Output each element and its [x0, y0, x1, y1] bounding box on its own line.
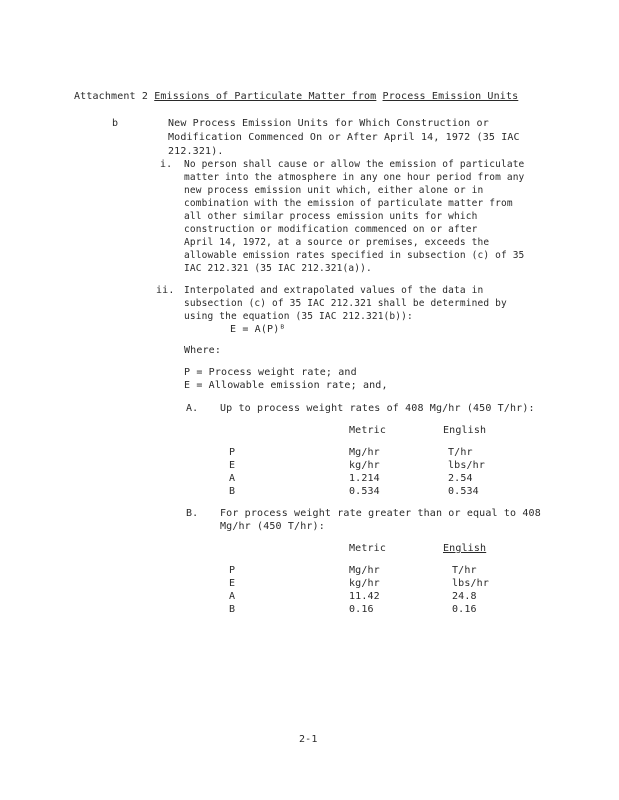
sub-b-row-metric: 0.16: [349, 604, 374, 615]
sub-a-col-english: English: [443, 425, 487, 436]
sub-b-col-english: English: [443, 543, 487, 554]
sub-a-row-english: T/hr: [448, 447, 473, 458]
sub-b-label: B.: [186, 508, 199, 519]
item-i-line: all other similar process emission units for which: [184, 211, 478, 222]
sub-b-line: For process weight rate greater than or equal to 408: [220, 508, 541, 519]
heading-part2: Process Emission Units: [382, 91, 519, 102]
sub-b-row-english: 24.8: [452, 591, 477, 602]
item-i-line: IAC 212.321 (35 IAC 212.321(a)).: [184, 263, 372, 274]
sub-b-row-english: 0.16: [452, 604, 477, 615]
item-i-line: No person shall cause or allow the emission of particulate: [184, 159, 525, 170]
sub-a-row-metric: 0.534: [349, 486, 380, 497]
item-ii-label: ii.: [156, 285, 175, 296]
sub-b-row-english: T/hr: [452, 565, 477, 576]
sub-a-row-metric: kg/hr: [349, 460, 380, 471]
sub-b-row-var: B: [229, 604, 236, 615]
page-number: 2-1: [299, 734, 318, 745]
sub-a-row-metric: 1.214: [349, 473, 380, 484]
item-i-label: i.: [160, 159, 173, 170]
sub-a-label: A.: [186, 403, 199, 414]
sub-a-row-var: P: [229, 447, 236, 458]
sub-b-row-metric: kg/hr: [349, 578, 380, 589]
sub-b-row-metric: Mg/hr: [349, 565, 380, 576]
sub-a-row-english: 2.54: [448, 473, 473, 484]
sub-a-col-metric: Metric: [349, 425, 387, 436]
where-label: Where:: [184, 345, 222, 356]
sub-b-line: Mg/hr (450 T/hr):: [220, 521, 325, 532]
sub-a-row-var: B: [229, 486, 236, 497]
sub-b-row-var: A: [229, 591, 236, 602]
definition-line: P = Process weight rate; and: [184, 367, 357, 378]
sub-b-row-var: E: [229, 578, 236, 589]
item-ii-line: Interpolated and extrapolated values of the data in: [184, 285, 484, 296]
sub-b-row-metric: 11.42: [349, 591, 380, 602]
heading-prefix: Attachment 2: [74, 91, 149, 102]
sub-a-row-metric: Mg/hr: [349, 447, 380, 458]
attachment-heading: [74, 90, 518, 104]
heading-part1: Emissions of Particulate Matter from: [154, 91, 377, 102]
sub-a-row-english: lbs/hr: [448, 460, 486, 471]
item-i-line: construction or modification commenced on or after: [184, 224, 478, 235]
sub-a-row-var: A: [229, 473, 236, 484]
item-i-line: combination with the emission of particulate matter from: [184, 198, 513, 209]
section-b-line: Modification Commenced On or After April 14, 1972 (35 IAC: [168, 132, 520, 143]
sub-a-row-english: 0.534: [448, 486, 479, 497]
sub-b-row-var: P: [229, 565, 236, 576]
item-ii-line: subsection (c) of 35 IAC 212.321 shall be determined by: [184, 298, 507, 309]
section-b-label: b: [112, 118, 119, 129]
section-b-line: 212.321).: [168, 146, 224, 157]
sub-a-row-var: E: [229, 460, 236, 471]
sub-b-row-english: lbs/hr: [452, 578, 490, 589]
sub-a-text: Up to process weight rates of 408 Mg/hr (450 T/hr):: [220, 403, 535, 414]
item-i-line: allowable emission rates specified in subsection (c) of 35: [184, 250, 525, 261]
item-ii-line: using the equation (35 IAC 212.321(b)):: [184, 311, 413, 322]
sub-b-col-metric: Metric: [349, 543, 387, 554]
equation: E = A(P)ᴮ: [230, 324, 286, 335]
section-b-line: New Process Emission Units for Which Construction or: [168, 118, 489, 129]
item-i-line: new process emission unit which, either alone or in: [184, 185, 484, 196]
item-i-line: April 14, 1972, at a source or premises, exceeds the: [184, 237, 490, 248]
item-i-line: matter into the atmosphere in any one hour period from any: [184, 172, 525, 183]
definition-line: E = Allowable emission rate; and,: [184, 380, 388, 391]
